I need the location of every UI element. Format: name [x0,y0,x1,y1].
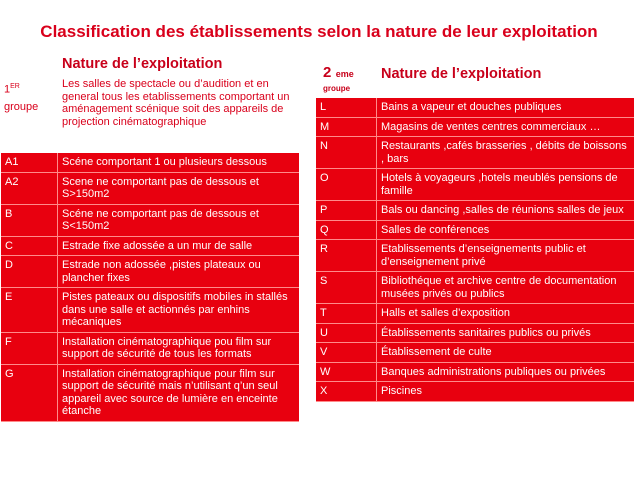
table-row [316,98,634,117]
group-word: groupe [323,84,351,93]
table-row [316,137,634,169]
page-title: Classification des établissements selon la nature de leur exploitation [40,22,598,41]
category-description: Bibliothéque et archive centre de documentation musées privés ou publics [377,272,635,304]
category-code: U [316,323,377,343]
category-code: F [1,332,58,364]
category-code: L [316,98,377,117]
table-row [316,240,634,272]
table-row [316,117,634,137]
category-description: Estrade non adossée ,pistes plateaux ou plancher fixes [58,256,300,288]
table-row [1,364,299,421]
table-row [1,236,299,256]
group-ordinal: eme [335,69,354,79]
category-description: Piscines [377,382,635,402]
table-row [1,153,299,172]
category-code: O [316,169,377,201]
category-code: C [1,236,58,256]
category-code: A2 [1,172,58,204]
category-description: Salles de conférences [377,220,635,240]
table-row [316,220,634,240]
table-row [316,169,634,201]
category-code: W [316,362,377,382]
table-row [1,204,299,236]
category-code: S [316,272,377,304]
category-code: B [1,204,58,236]
table-row [1,172,299,204]
category-code: X [316,382,377,402]
category-description: Bains a vapeur et douches publiques [377,98,635,117]
category-description: Installation cinématographique pou film sur support de sécurité de tous les formats [58,332,300,364]
left-column-title: Nature de l’exploitation [62,56,223,72]
category-description: Etablissements d’enseignements public et d’enseignement privé [377,240,635,272]
table-row [316,382,634,402]
table-row [316,343,634,363]
category-description: Bals ou dancing ,salles de réunions salles de jeux [377,201,635,221]
category-code: M [316,117,377,137]
category-description: Restaurants ,cafés brasseries , débits de boissons , bars [377,137,635,169]
table-row [316,304,634,324]
category-code: G [1,364,58,421]
category-description: Installation cinématographique pour film sur support de sécurité mais n’utilisant q’un seul appareil avec source de lumière en enceinte étanche [58,364,300,421]
category-description: Magasins de ventes centres commerciaux … [377,117,635,137]
category-code: P [316,201,377,221]
category-code: D [1,256,58,288]
table-row [1,332,299,364]
first-group-label [4,78,38,116]
category-description: Banques administrations publiques ou privées [377,362,635,382]
category-code: R [316,240,377,272]
table-row [1,288,299,333]
category-code: A1 [1,153,58,172]
category-description: Pistes pateaux ou dispositifs mobiles in stallés dans une salle et actionnés par enhins mécaniques [58,288,300,333]
group-word: groupe [4,100,39,113]
category-description: Hotels à voyageurs ,hotels meublés pensions de famille [377,169,635,201]
table-row [316,272,634,304]
table-row [316,362,634,382]
category-description: Halls et salles d’exposition [377,304,635,324]
second-group-label [323,64,354,93]
group-number: 1 [4,83,11,96]
category-description: Scéne comportant 1 ou plusieurs dessous [58,153,300,172]
category-description: Scene ne comportant pas de dessous et S>150m2 [58,172,300,204]
category-code: E [1,288,58,333]
category-description: Établissements sanitaires publics ou privés [377,323,635,343]
first-group-table [1,153,299,422]
category-description: Estrade fixe adossée a un mur de salle [58,236,300,256]
category-description: Scéne ne comportant pas de dessous et S<150m2 [58,204,300,236]
group-ordinal: ER [10,83,20,90]
category-code: T [316,304,377,324]
category-code: Q [316,220,377,240]
group-number: 2 [323,64,332,81]
second-group-table [316,98,634,402]
left-group-description: Les salles de spectacle ou d’audition et en general tous les etablissements comportant un aménagement scénique soit des appareils de projection cinématographique [62,78,290,128]
table-row [316,323,634,343]
right-column-title: Nature de l’exploitation [381,66,542,82]
table-row [316,201,634,221]
category-description: Établissement de culte [377,343,635,363]
table-row [1,256,299,288]
category-code: N [316,137,377,169]
category-code: V [316,343,377,363]
